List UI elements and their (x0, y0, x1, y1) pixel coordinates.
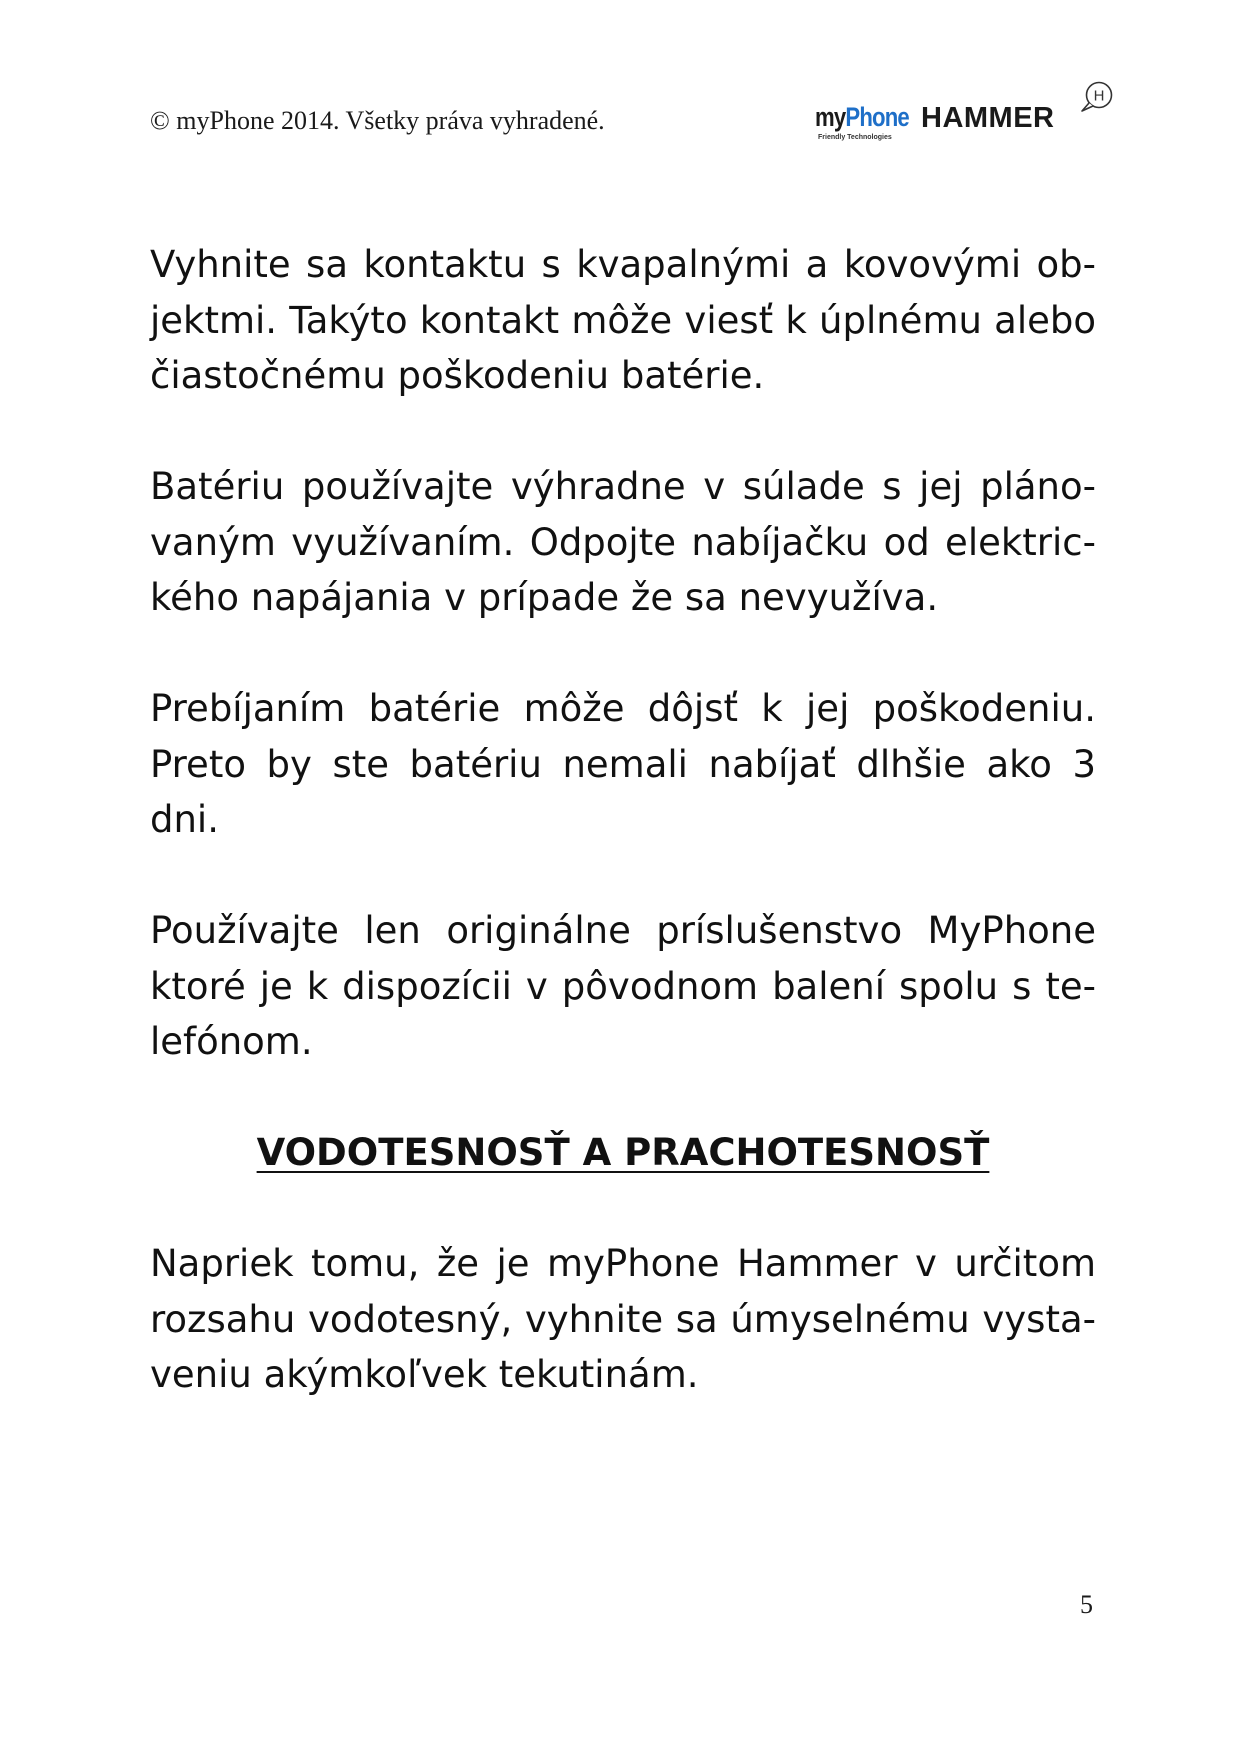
page-number: 5 (1080, 1590, 1093, 1619)
myphone-hammer-logo (815, 80, 1115, 150)
logo-my-text: my (815, 102, 846, 132)
copyright-notice: © myPhone 2014. Všetky práva vyhradené. (150, 106, 605, 135)
bubble-letter: H (1093, 87, 1105, 105)
section-heading-waterproofing: VODOTESNOSŤ A PRACHOTESNOSŤ (256, 1131, 990, 1174)
logo-myphone-wordmark (815, 102, 909, 133)
logo-phone-text: Phone (845, 102, 909, 132)
logo-hammer-wordmark: HAMMER (921, 102, 1055, 134)
speech-bubble-icon (1077, 80, 1117, 114)
paragraph-overcharging: Prebíjaním batérie môže dôjsť k jej poškodeniu. Preto by ste batériu nemali nabíjať dlhšie ako 3 dni. (150, 687, 1096, 841)
logo-tagline: Friendly Technologies (818, 134, 892, 141)
paragraph-liquid-contact: Vyhnite sa kontaktu s kvapalnými a kovovými objektmi. Takýto kontakt môže viesť k úplnému alebo čiastočnému poškodeniu batérie. (150, 243, 1096, 397)
paragraph-original-accessories: Používajte len originálne príslušenstvo MyPhone ktoré je k dispozícii v pôvodnom balení spolu s telefónom. (150, 909, 1096, 1063)
paragraph-battery-usage: Batériu používajte výhradne v súlade s jej plánovaným využívaním. Odpojte nabíjačku od elektrického napájania v prípade že sa nevyužíva. (150, 465, 1096, 619)
paragraph-waterproofing: Napriek tomu, že je myPhone Hammer v určitom rozsahu vodotesný, vyhnite sa úmyselnému vystaveniu akýmkoľvek tekutinám. (150, 1242, 1096, 1396)
page-body (150, 237, 1096, 1458)
